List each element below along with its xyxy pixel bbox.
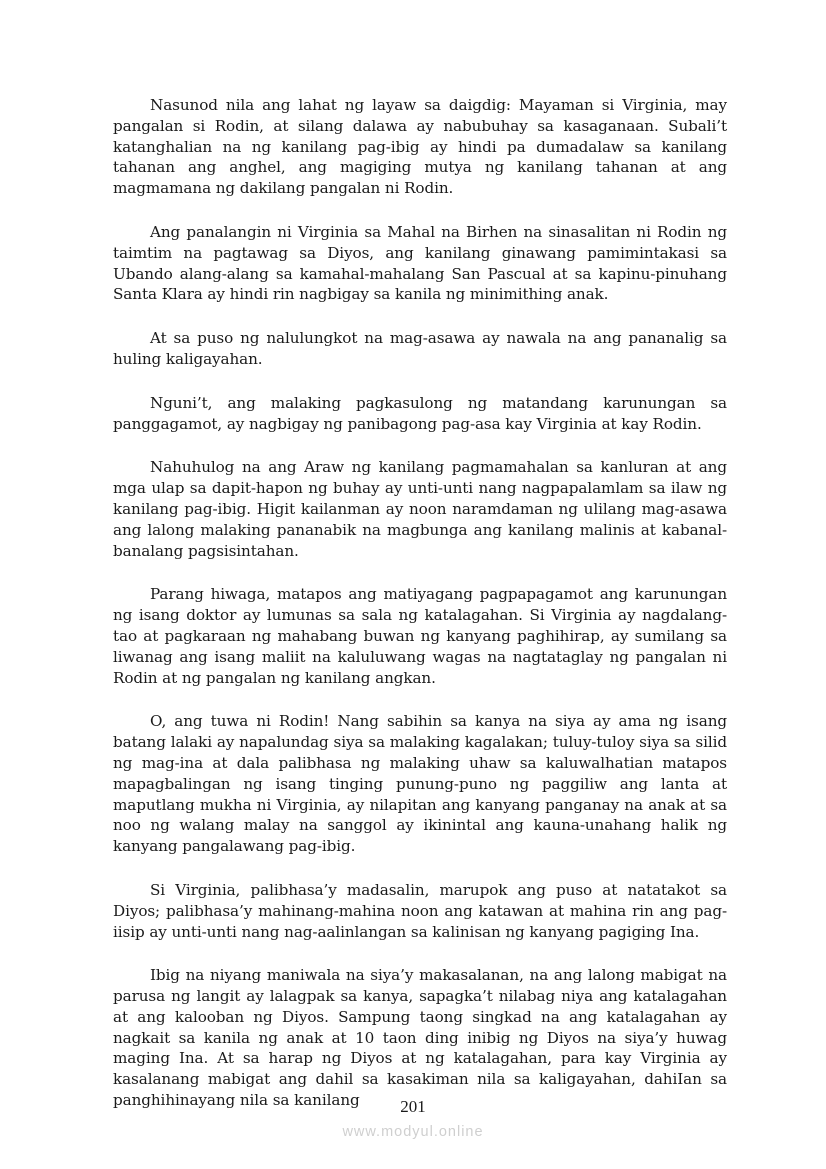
paragraph-5: Nahuhulog na ang Araw ng kanilang pagmamahalan sa kanluran at ang mga ulap sa dapit-hapon ng buhay ay unti-unti nang nagpapalamlam sa ilaw ng kanilang pag-ibig. Higit kailanman ay noon naramdaman ng ulilang mag-asawa ang lalong malaking pananabik na magbunga ang kanilang malinis at kabanal-banalang pagsisintahan.: [113, 458, 727, 560]
watermark: www.modyul.online: [342, 1124, 484, 1140]
page-number: 201: [400, 1097, 426, 1116]
document-body: [113, 95, 727, 1134]
paragraph-9: Ibig na niyang maniwala na siya’y makasalanan, na ang lalong mabigat na parusa ng langit ay lalagpak sa kanya, sapagka’t nilabag niya ang katalagahan at ang kalooban ng Diyos. Sampung taong singkad na ang katalagahan ay nagkait sa kanila ng anak at 10 taon ding inibig ng Diyos na siya’y huwag maging Ina. At sa harap ng Diyos at ng katalagahan, para kay Virginia ay kasalanang mabigat ang dahil sa kasakiman nila sa kaligayahan, dahiIan sa panghihinayang nila sa kanilang: [113, 966, 727, 1110]
paragraph-3: At sa puso ng nalulungkot na mag-asawa ay nawala na ang pananalig sa huling kaligayahan.: [113, 329, 727, 368]
paragraph-7: O, ang tuwa ni Rodin! Nang sabihin sa kanya na siya ay ama ng isang batang lalaki ay napalundag siya sa malaking kagalakan; tuluy-tuloy siya sa silid ng mag-ina at dala palibhasa ng malaking uhaw sa kaluwalhatian matapos mapagbalingan ng isang tinging punung-puno ng paggiliw ang lanta at maputlang mukha ni Virginia, ay nilapitan ang kanyang panganay na anak at sa noo ng walang malay na sanggol ay ikinintal ang kauna-unahang halik ng kanyang pangalawang pag-ibig.: [113, 712, 727, 856]
paragraph-2: Ang panalangin ni Virginia sa Mahal na Birhen na sinasalitan ni Rodin ng taimtim na pagtawag sa Diyos, ang kanilang ginawang pamimintakasi sa Ubando alang-alang sa kamahal-mahalang San Pascual at sa kapinu-pinuhang Santa Klara ay hindi rin nagbigay sa kanila ng minimithing anak.: [113, 222, 727, 304]
paragraph-8: Si Virginia, palibhasa’y madasalin, marupok ang puso at natatakot sa Diyos; palibhasa’y mahinang-mahina noon ang katawan at mahina rin ang pag-iisip ay unti-unti nang nag-aalinlangan sa kalinisan ng kanyang pagiging Ina.: [113, 880, 727, 941]
paragraph-4: Nguni’t, ang malaking pagkasulong ng matandang karunungan sa panggagamot, ay nagbigay ng panibagong pag-asa kay Virginia at kay Rodin.: [113, 393, 727, 433]
paragraph-6: Parang hiwaga, matapos ang matiyagang pagpapagamot ang karunungan ng isang doktor ay lumunas sa sala ng katalagahan. Si Virginia ay nagdalang-tao at pagkaraan ng mahabang buwan ng kanyang paghihirap, ay sumilang sa liwanag ang isang maliit na kaluluwang wagas na nagtataglay ng pangalan ni Rodin at ng pangalan ng kanilang angkan.: [113, 585, 727, 687]
paragraph-1: Nasunod nila ang lahat ng layaw sa daigdig: Mayaman si Virginia, may pangalan si Rodin, at silang dalawa ay nabubuhay sa kasaganaan. Subali’t katanghalian na ng kanilang pag-ibig ay hindi pa dumadalaw sa kanilang tahanan ang anghel, ang magiging mutya ng kanilang tahanan at ang magmamana ng dakilang pangalan ni Rodin.: [113, 96, 727, 198]
